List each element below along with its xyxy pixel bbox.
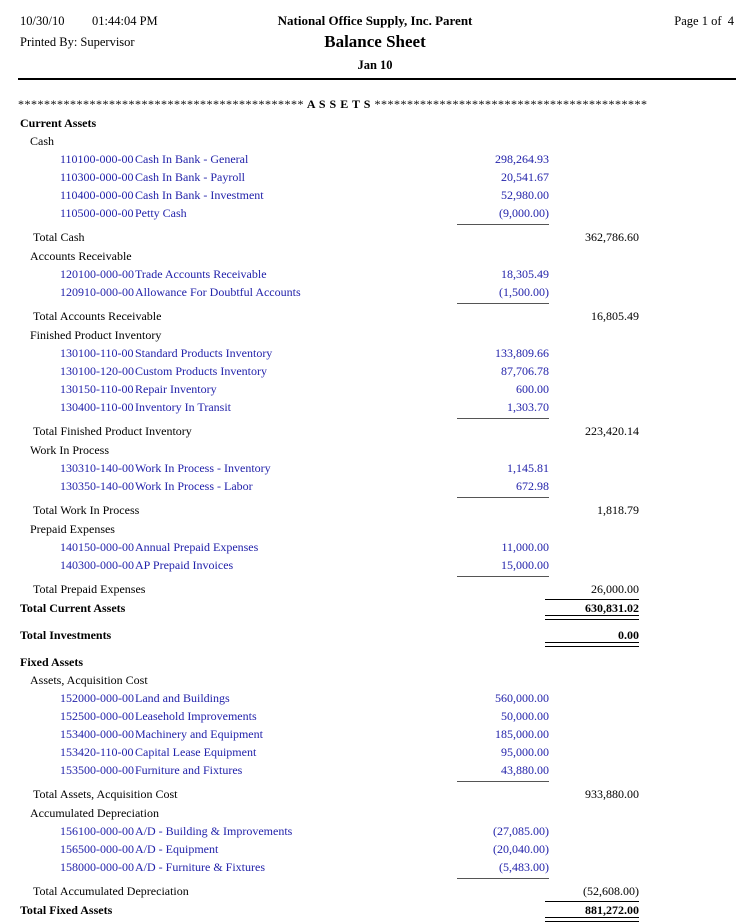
account-description: Annual Prepaid Expenses bbox=[135, 540, 259, 554]
account-amount: 1,303.70 bbox=[507, 400, 549, 414]
subsection-header-label: Cash bbox=[30, 134, 54, 148]
account-row bbox=[0, 362, 750, 380]
account-amount: 50,000.00 bbox=[501, 709, 549, 723]
sub-row bbox=[0, 804, 750, 822]
account-number: 130100-110-00 bbox=[60, 346, 134, 360]
account-row bbox=[0, 822, 750, 840]
account-row bbox=[0, 858, 750, 876]
total-amount: 933,880.00 bbox=[585, 787, 639, 801]
account-amount: (1,500.00) bbox=[499, 285, 549, 299]
account-number: 153400-000-00 bbox=[60, 727, 134, 741]
account-number: 153500-000-00 bbox=[60, 763, 134, 777]
account-row bbox=[0, 168, 750, 186]
account-amount: 52,980.00 bbox=[501, 188, 549, 202]
total-double-underline bbox=[545, 642, 639, 647]
account-number: 120100-000-00 bbox=[60, 267, 134, 281]
total-row bbox=[0, 881, 750, 901]
total-row bbox=[0, 421, 750, 441]
account-description: Capital Lease Equipment bbox=[135, 745, 257, 759]
subsection-header-label: Work In Process bbox=[30, 443, 110, 457]
account-description: Machinery and Equipment bbox=[135, 727, 263, 741]
account-description: Inventory In Transit bbox=[135, 400, 231, 414]
account-description: Leasehold Improvements bbox=[135, 709, 257, 723]
account-description: A/D - Equipment bbox=[135, 842, 219, 856]
account-number: 140300-000-00 bbox=[60, 558, 134, 572]
sub-row bbox=[0, 132, 750, 150]
total-row bbox=[0, 599, 750, 621]
account-description: Cash In Bank - Investment bbox=[135, 188, 264, 202]
account-amount: 1,145.81 bbox=[507, 461, 549, 475]
report-header bbox=[0, 0, 750, 84]
subsection-header-label: Assets, Acquisition Cost bbox=[30, 673, 148, 687]
account-number: 156100-000-00 bbox=[60, 824, 134, 838]
sub-row bbox=[0, 520, 750, 538]
account-amount: (5,483.00) bbox=[499, 860, 549, 874]
account-amount: 15,000.00 bbox=[501, 558, 549, 572]
account-description: Cash In Bank - Payroll bbox=[135, 170, 245, 184]
account-row bbox=[0, 556, 750, 574]
account-row bbox=[0, 743, 750, 761]
total-label: Total Work In Process bbox=[33, 503, 140, 517]
account-amount: 11,000.00 bbox=[501, 540, 549, 554]
account-amount: 672.98 bbox=[516, 479, 549, 493]
total-amount: 630,831.02 bbox=[585, 601, 639, 615]
total-row bbox=[0, 784, 750, 804]
account-description: AP Prepaid Invoices bbox=[135, 558, 234, 572]
account-description: Work In Process - Inventory bbox=[135, 461, 271, 475]
account-number: 110100-000-00 bbox=[60, 152, 134, 166]
report-rows bbox=[0, 84, 750, 923]
amount-column-rule bbox=[457, 418, 549, 419]
account-number: 110300-000-00 bbox=[60, 170, 134, 184]
account-amount: 43,880.00 bbox=[501, 763, 549, 777]
account-description: A/D - Building & Improvements bbox=[135, 824, 293, 838]
total-label: Total Finished Product Inventory bbox=[33, 424, 192, 438]
account-row bbox=[0, 689, 750, 707]
account-amount: 560,000.00 bbox=[495, 691, 549, 705]
account-amount: (20,040.00) bbox=[493, 842, 549, 856]
account-description: Repair Inventory bbox=[135, 382, 217, 396]
account-row bbox=[0, 204, 750, 222]
total-rule-above bbox=[545, 599, 639, 600]
account-amount: (27,085.00) bbox=[493, 824, 549, 838]
total-double-underline bbox=[545, 615, 639, 620]
account-row bbox=[0, 761, 750, 779]
account-number: 156500-000-00 bbox=[60, 842, 134, 856]
company-name: National Office Supply, Inc. Parent bbox=[277, 13, 473, 28]
account-row bbox=[0, 186, 750, 204]
account-amount: 87,706.78 bbox=[501, 364, 549, 378]
total-amount: 1,818.79 bbox=[597, 503, 639, 517]
account-description: Trade Accounts Receivable bbox=[135, 267, 267, 281]
group-row bbox=[0, 653, 750, 671]
subsection-header-label: Accumulated Depreciation bbox=[30, 806, 159, 820]
account-row bbox=[0, 707, 750, 725]
account-amount: 298,264.93 bbox=[495, 152, 549, 166]
assets-banner-label: A S S E T S bbox=[304, 97, 375, 111]
total-amount: 881,272.00 bbox=[585, 903, 639, 917]
account-number: 152000-000-00 bbox=[60, 691, 134, 705]
account-description: Allowance For Doubtful Accounts bbox=[135, 285, 301, 299]
total-label: Total Accumulated Depreciation bbox=[33, 884, 189, 898]
total-row bbox=[0, 579, 750, 599]
account-description: Furniture and Fixtures bbox=[135, 763, 243, 777]
account-number: 110500-000-00 bbox=[60, 206, 134, 220]
total-row bbox=[0, 626, 750, 648]
amount-column-rule bbox=[457, 224, 549, 225]
total-amount: 223,420.14 bbox=[585, 424, 639, 438]
total-label: Total Prepaid Expenses bbox=[33, 582, 146, 596]
account-description: A/D - Furniture & Fixtures bbox=[135, 860, 265, 874]
account-description: Standard Products Inventory bbox=[135, 346, 273, 360]
account-description: Custom Products Inventory bbox=[135, 364, 267, 378]
subsection-header-label: Finished Product Inventory bbox=[30, 328, 162, 342]
account-number: 120910-000-00 bbox=[60, 285, 134, 299]
account-row bbox=[0, 380, 750, 398]
sub-row bbox=[0, 671, 750, 689]
account-row bbox=[0, 150, 750, 168]
subsection-header-label: Accounts Receivable bbox=[30, 249, 132, 263]
account-row bbox=[0, 459, 750, 477]
total-rule-above bbox=[545, 901, 639, 902]
total-row bbox=[0, 227, 750, 247]
account-number: 152500-000-00 bbox=[60, 709, 134, 723]
total-label: Total Accounts Receivable bbox=[33, 309, 162, 323]
account-number: 130150-110-00 bbox=[60, 382, 134, 396]
account-amount: 18,305.49 bbox=[501, 267, 549, 281]
account-row bbox=[0, 725, 750, 743]
account-row bbox=[0, 477, 750, 495]
assets-banner-stars-right: ****************************************** bbox=[374, 97, 648, 111]
account-amount: (9,000.00) bbox=[499, 206, 549, 220]
total-amount: 16,805.49 bbox=[591, 309, 639, 323]
total-label: Total Current Assets bbox=[20, 601, 126, 615]
account-number: 153420-110-00 bbox=[60, 745, 134, 759]
section-header-label: Current Assets bbox=[20, 116, 97, 130]
account-amount: 95,000.00 bbox=[501, 745, 549, 759]
account-number: 130100-120-00 bbox=[60, 364, 134, 378]
account-description: Cash In Bank - General bbox=[135, 152, 249, 166]
total-double-underline bbox=[545, 917, 639, 922]
total-label: Total Fixed Assets bbox=[20, 903, 113, 917]
total-row bbox=[0, 901, 750, 923]
account-amount: 600.00 bbox=[516, 382, 549, 396]
page-number: Page 1 of 4 bbox=[674, 14, 734, 28]
amount-column-rule bbox=[457, 576, 549, 577]
total-label: Total Investments bbox=[20, 628, 112, 642]
total-amount: (52,608.00) bbox=[583, 884, 639, 898]
account-description: Work In Process - Labor bbox=[135, 479, 253, 493]
assets-banner-stars-left: ******************************************** bbox=[18, 97, 304, 111]
printed-by: Printed By: Supervisor bbox=[20, 35, 135, 49]
report-time: 01:44:04 PM bbox=[92, 14, 158, 28]
amount-column-rule bbox=[457, 303, 549, 304]
account-description: Petty Cash bbox=[135, 206, 187, 220]
amount-column-rule bbox=[457, 781, 549, 782]
subsection-header-label: Prepaid Expenses bbox=[30, 522, 115, 536]
account-row bbox=[0, 398, 750, 416]
amount-column-rule bbox=[457, 878, 549, 879]
report-date: 10/30/10 bbox=[20, 14, 65, 28]
total-amount: 0.00 bbox=[618, 628, 639, 642]
account-number: 130350-140-00 bbox=[60, 479, 134, 493]
account-amount: 133,809.66 bbox=[495, 346, 549, 360]
total-amount: 362,786.60 bbox=[585, 230, 639, 244]
account-number: 130310-140-00 bbox=[60, 461, 134, 475]
group-row bbox=[0, 114, 750, 132]
account-number: 110400-000-00 bbox=[60, 188, 134, 202]
banner-row bbox=[0, 94, 750, 114]
report-title: Balance Sheet bbox=[324, 32, 426, 51]
account-row bbox=[0, 265, 750, 283]
sub-row bbox=[0, 326, 750, 344]
account-row bbox=[0, 283, 750, 301]
account-number: 140150-000-00 bbox=[60, 540, 134, 554]
total-row bbox=[0, 306, 750, 326]
total-label: Total Assets, Acquisition Cost bbox=[33, 787, 178, 801]
report-period: Jan 10 bbox=[357, 58, 393, 72]
total-amount: 26,000.00 bbox=[591, 582, 639, 596]
account-row bbox=[0, 538, 750, 556]
account-amount: 185,000.00 bbox=[495, 727, 549, 741]
account-description: Land and Buildings bbox=[135, 691, 230, 705]
account-number: 158000-000-00 bbox=[60, 860, 134, 874]
total-label: Total Cash bbox=[33, 230, 85, 244]
header-divider bbox=[18, 78, 736, 80]
total-row bbox=[0, 500, 750, 520]
account-amount: 20,541.67 bbox=[501, 170, 549, 184]
sub-row bbox=[0, 441, 750, 459]
section-header-label: Fixed Assets bbox=[20, 655, 83, 669]
account-row bbox=[0, 840, 750, 858]
account-row bbox=[0, 344, 750, 362]
amount-column-rule bbox=[457, 497, 549, 498]
account-number: 130400-110-00 bbox=[60, 400, 134, 414]
sub-row bbox=[0, 247, 750, 265]
